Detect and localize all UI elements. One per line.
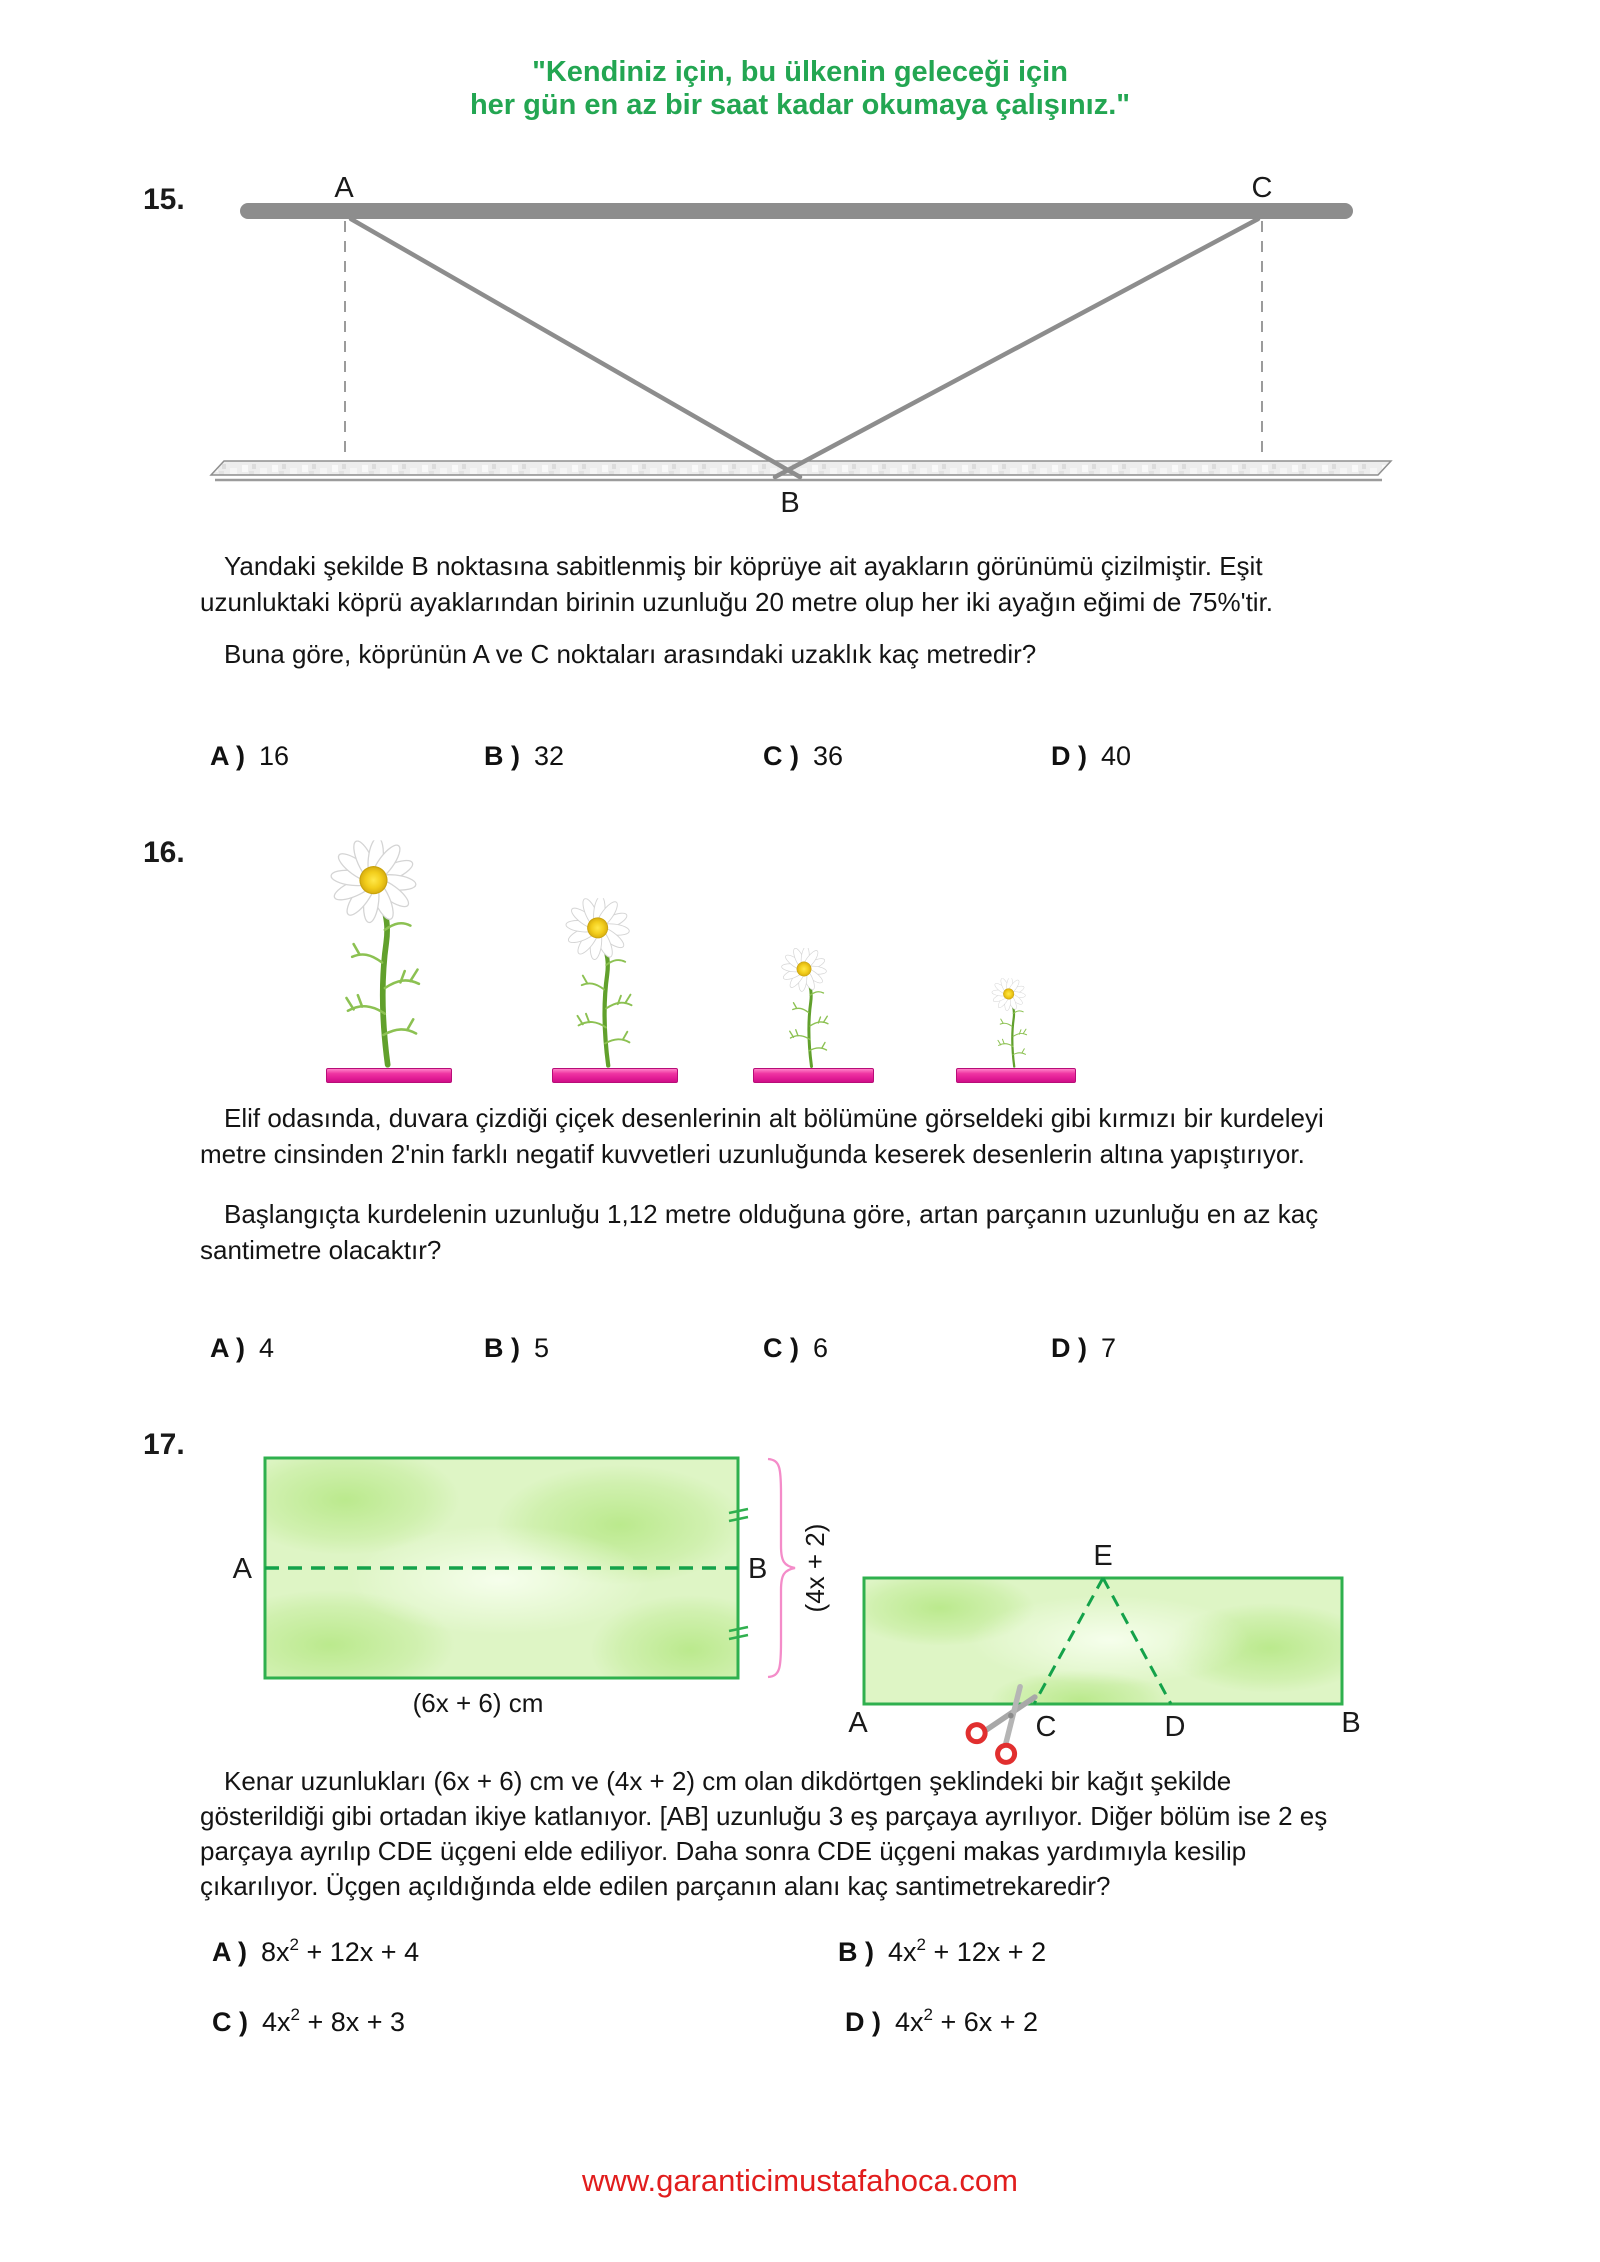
text-line: gösterildiği gibi ortadan ikiye katlanıyor. [AB] uzunluğu 3 eş parçaya ayrılıyor. Diğer bölüm ise 2 eş	[200, 1801, 1328, 1831]
text-line: uzunluktaki köprü ayaklarından birinin uzunluğu 20 metre olup her iki ayağın eğimi de 75%'tir.	[200, 587, 1274, 617]
pink-ribbon	[326, 1068, 452, 1083]
question-17-number: 17.	[143, 1428, 185, 1461]
option-16-c: C ) 6	[763, 1333, 829, 1363]
curly-brace	[768, 1459, 795, 1677]
option-16-d: D ) 7	[1051, 1333, 1117, 1363]
pink-ribbon	[956, 1068, 1076, 1083]
point-d-label: D	[1164, 1711, 1186, 1743]
point-a-label: A	[848, 1707, 868, 1739]
text-line: Kenar uzunlukları (6x + 6) cm ve (4x + 2) cm olan dikdörtgen şeklindeki bir kağıt şekilde	[224, 1766, 1232, 1796]
quote-line-2: her gün en az bir saat kadar okumaya çalışınız."	[469, 89, 1131, 121]
text-line: parçaya ayrılıp CDE üçgeni elde ediliyor. Daha sonra CDE üçgeni makas yardımıyla kesilip	[200, 1836, 1247, 1866]
question-17-paragraph	[200, 1764, 1415, 1904]
option-16-a: A ) 4	[210, 1333, 275, 1363]
text-line: Başlangıçta kurdelenin uzunluğu 1,12 metre olduğuna göre, artan parçanın uzunluğu en az kaç	[224, 1199, 1319, 1229]
header-quote	[0, 56, 1600, 122]
option-15-a: A ) 16	[210, 741, 290, 771]
bridge-deck	[240, 203, 1353, 219]
question-16-options	[0, 1333, 1600, 1373]
option-15-b: B ) 32	[484, 741, 565, 771]
strip-fill	[845, 1570, 1375, 1730]
question-16-number: 16.	[143, 836, 185, 869]
daisy-flower-icon	[984, 978, 1040, 1068]
bridge-leg-left	[351, 219, 800, 477]
point-b-label: B	[748, 1553, 768, 1585]
option-17-c: C ) $4x^2 + 8x + 3$	[212, 2005, 406, 2037]
point-a-label: A	[334, 172, 354, 204]
question-16-paragraph-2	[200, 1196, 1415, 1268]
paper-fill	[205, 1445, 790, 1705]
question-15-paragraph-2	[200, 636, 1415, 672]
option-16-b: B ) 5	[484, 1333, 550, 1363]
question-15-number: 15.	[143, 183, 185, 216]
question-15-options	[0, 741, 1600, 781]
paper-strip-diagram	[830, 1520, 1400, 1780]
folded-paper-diagram	[205, 1430, 905, 1760]
option-15-d: D ) 40	[1051, 741, 1132, 771]
bridge-leg-right	[775, 219, 1258, 477]
text-line: santimetre olacaktır?	[200, 1235, 442, 1265]
pink-ribbon	[552, 1068, 678, 1083]
daisy-flower-icon	[551, 898, 657, 1068]
question-16-paragraph-1	[200, 1100, 1415, 1172]
pink-ribbon	[753, 1068, 874, 1083]
text-line: metre cinsinden 2'nin farklı negatif kuvvetleri uzunluğunda keserek desenlerin altına yapıştırıyor.	[200, 1139, 1305, 1169]
option-17-b: B ) $4x^2 + 12x + 2$	[838, 1935, 1047, 1967]
height-dimension-label: (4x + 2)	[800, 1523, 830, 1613]
point-c-label: C	[1251, 172, 1273, 204]
text-line: Buna göre, köprünün A ve C noktaları arasındaki uzaklık kaç metredir?	[224, 639, 1037, 669]
point-e-label: E	[1093, 1540, 1113, 1572]
width-dimension-label: (6x + 6) cm	[412, 1688, 544, 1718]
point-a-label: A	[232, 1553, 252, 1585]
quote-line-1: "Kendiniz için, bu ülkenin geleceği için	[532, 56, 1068, 88]
option-15-c: C ) 36	[763, 741, 844, 771]
point-b-label: B	[780, 487, 800, 519]
text-line: Yandaki şekilde B noktasına sabitlenmiş bir köprüye ait ayakların görünümü çizilmiştir. Eşit	[224, 551, 1263, 581]
option-17-d: D ) $4x^2 + 6x + 2$	[845, 2005, 1039, 2037]
footer-url[interactable]: www.garanticimustafahoca.com	[582, 2163, 1018, 2198]
point-c-label: C	[1035, 1711, 1057, 1743]
bridge-diagram	[140, 160, 1460, 540]
question-15-paragraph-1	[200, 548, 1415, 620]
text-line: Elif odasında, duvara çizdiği çiçek desenlerinin alt bölümüne görseldeki gibi kırmızı bir kurdeleyi	[224, 1103, 1324, 1133]
daisy-flower-icon	[771, 948, 846, 1068]
point-b-label: B	[1341, 1707, 1361, 1739]
option-17-a: A ) $8x^2 + 12x + 4$	[212, 1935, 420, 1967]
daisy-flower-icon	[311, 840, 453, 1068]
text-line: çıkarılıyor. Üçgen açıldığında elde edilen parçanın alanı kaç santimetrekaredir?	[200, 1871, 1111, 1901]
